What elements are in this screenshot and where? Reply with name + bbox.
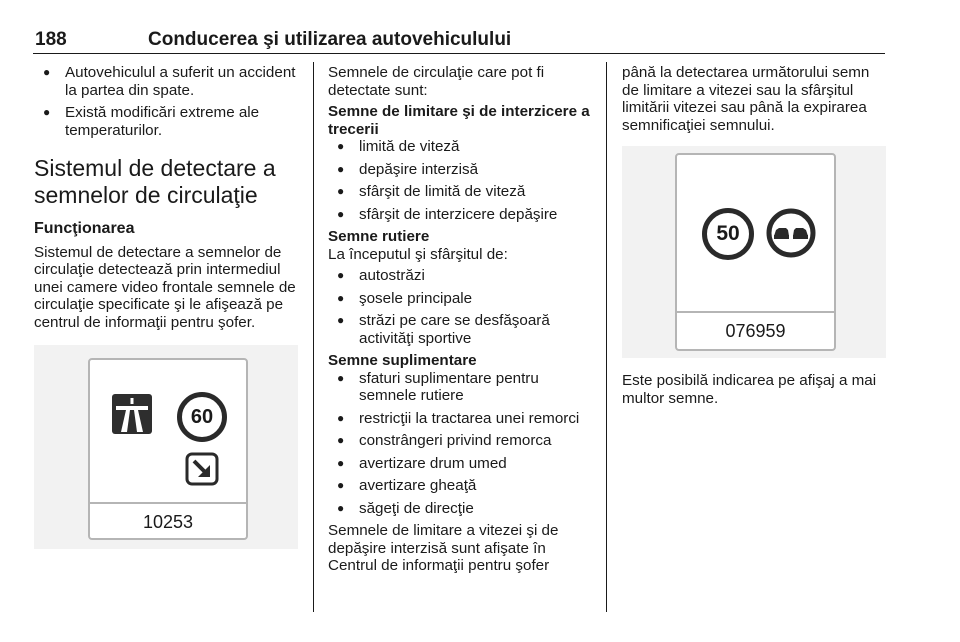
list-item: ● Există modificări extreme ale temperaturilor. bbox=[34, 104, 299, 139]
column-left bbox=[34, 64, 299, 549]
bullet-list bbox=[34, 64, 299, 139]
paragraph: până la detectarea următorului semn de limitare a vitezei sau la sfârşitul limitării vitezei sau până la expirarea semnificaţiei semnului. bbox=[622, 64, 870, 134]
chapter-title: Conducerea şi utilizarea autovehiculului bbox=[148, 29, 512, 50]
column-divider bbox=[606, 62, 607, 612]
figure-display bbox=[622, 146, 886, 358]
group-title: Semne rutiere bbox=[328, 228, 430, 245]
list-item: ● şosele principale bbox=[328, 290, 594, 308]
speed-limit-sign: 60 bbox=[177, 392, 227, 442]
figure-code: 076959 bbox=[725, 321, 786, 341]
motorway-sign-icon bbox=[110, 392, 154, 436]
paragraph: Semnele de circulaţie care pot fi detectate sunt: bbox=[328, 64, 545, 99]
paragraph: Semnele de limitare a vitezei şi de depăşire interzisă sunt afişate în Centrul de informaţii pentru şofer bbox=[328, 522, 559, 574]
display-footer bbox=[90, 502, 246, 538]
list-item: ● străzi pe care se desfăşoară activităţi sportive bbox=[328, 312, 594, 347]
list-item: ● Autovehiculul a suferit un accident la partea din spate. bbox=[34, 64, 299, 99]
speed-limit-sign: 50 bbox=[702, 208, 754, 260]
page-header bbox=[33, 27, 885, 54]
display-footer bbox=[677, 311, 834, 349]
list-item: ● constrângeri privind remorca bbox=[328, 432, 594, 450]
paragraph: La începutul şi sfârşitul de: bbox=[328, 245, 508, 263]
paragraph: Sistemul de detectare a semnelor de circulaţie detectează prin intermediul unei camere video frontale semnele de circulaţie specificate şi le afişează pe centrul de informaţii pentru şofer. bbox=[34, 243, 296, 331]
column-divider bbox=[313, 62, 314, 612]
paragraph: Este posibilă indicarea pe afişaj a mai multor semne. bbox=[622, 372, 877, 407]
info-display bbox=[675, 153, 836, 351]
figure-code: 10253 bbox=[142, 512, 194, 532]
no-overtaking-sign-icon bbox=[765, 207, 817, 259]
group-title: Semne de limitare şi de interzicere a trecerii bbox=[328, 103, 590, 138]
group-title: Semne suplimentare bbox=[328, 352, 477, 369]
list-item: ● sfârşit de interzicere depăşire bbox=[328, 206, 594, 224]
list-item: ● avertizare drum umed bbox=[328, 455, 594, 473]
section-title: Sistemul de detectare a semnelor de circulaţie bbox=[34, 155, 276, 208]
bullet-list bbox=[328, 138, 594, 223]
figure-display bbox=[34, 345, 298, 549]
list-item: ● restricţii la tractarea unei remorci bbox=[328, 410, 594, 428]
list-item: ● limită de viteză bbox=[328, 138, 594, 156]
arrow-down-right-icon bbox=[185, 452, 219, 486]
page-number: 188 bbox=[35, 29, 67, 50]
column-middle bbox=[328, 64, 594, 575]
info-display bbox=[88, 358, 248, 540]
list-item: ● avertizare gheaţă bbox=[328, 477, 594, 495]
list-item: ● depăşire interzisă bbox=[328, 161, 594, 179]
list-item: ● sfârşit de limită de viteză bbox=[328, 183, 594, 201]
subsection-title: Funcţionarea bbox=[34, 220, 135, 237]
list-item: ● sfaturi suplimentare pentru semnele rutiere bbox=[328, 370, 594, 405]
list-item: ● autostrăzi bbox=[328, 267, 594, 285]
bullet-list bbox=[328, 370, 594, 518]
bullet-list bbox=[328, 267, 594, 347]
list-item: ● săgeţi de direcţie bbox=[328, 500, 594, 518]
column-right bbox=[622, 64, 890, 407]
